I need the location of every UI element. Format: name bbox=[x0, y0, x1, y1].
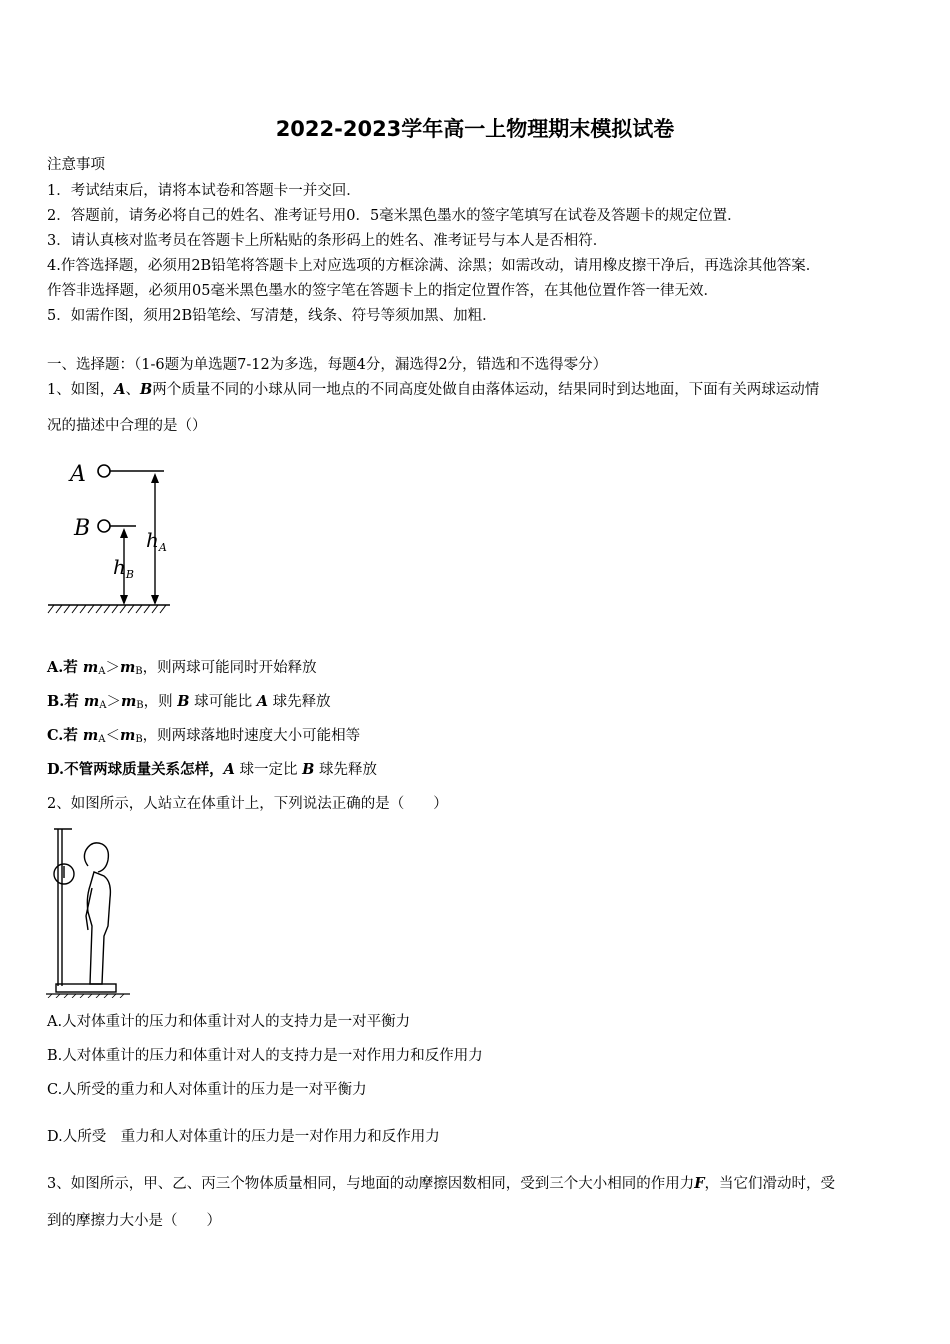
q3-stem-line1: 3、如图所示，甲、乙、丙三个物体质量相同，与地面的动摩擦因数相同，受到三个大小相同的作用力F，当它们滑动时，受 bbox=[47, 1175, 836, 1192]
person-head bbox=[84, 843, 108, 872]
notice-item: 4.作答选择题，必须用2B铅笔将答题卡上对应选项的方框涂满、涂黑；如需改动，请用橡皮擦干净后，再选涂其他答案． bbox=[47, 258, 821, 274]
ball-a bbox=[98, 465, 110, 477]
notice-item: 3．请认真核对监考员在答题卡上所粘贴的条形码上的姓名、准考证号与本人是否相符． bbox=[47, 233, 608, 249]
figure-label-b: B bbox=[74, 516, 91, 541]
scale-platform bbox=[56, 984, 116, 992]
notice-item: 2．答题前，请务必将自己的姓名、准考证号用0．5毫米黑色墨水的签字笔填写在试卷及答题卡的规定位置． bbox=[47, 208, 742, 224]
q1-stem-line1 bbox=[47, 378, 819, 399]
q3-stem-line2: 到的摩擦力大小是（ ） bbox=[47, 1213, 221, 1229]
scale-post bbox=[54, 829, 72, 986]
arrow-ha-down bbox=[151, 595, 159, 605]
figure-label-hb: $h_B$ bbox=[113, 555, 134, 581]
q1-ball-a: A bbox=[114, 381, 126, 398]
q1-stem-line2: 况的描述中合理的是（） bbox=[47, 418, 207, 434]
person-body bbox=[87, 872, 110, 984]
q1-stem-pre: 1、如图， bbox=[47, 382, 115, 398]
q2-option-a: A.人对体重计的压力和体重计对人的支持力是一对平衡力 bbox=[47, 1014, 411, 1030]
ball-b bbox=[98, 520, 110, 532]
q2-option-b: B.人对体重计的压力和体重计对人的支持力是一对作用力和反作用力 bbox=[47, 1048, 483, 1064]
notice-item: 5．如需作图，须用2B铅笔绘、写清楚，线条、符号等须加黑、加粗． bbox=[47, 308, 497, 324]
arrow-hb-up bbox=[120, 528, 128, 538]
q1-option-a: A.若 $m_A>m_B$，则两球可能同时开始释放 bbox=[47, 659, 317, 677]
notice-item: 作答非选择题，必须用05毫米黑色墨水的签字笔在答题卡上的指定位置作答，在其他位置作答一律无效． bbox=[47, 283, 718, 299]
figure-label-a: A bbox=[70, 462, 86, 487]
q1-figure bbox=[46, 455, 186, 620]
q1-option-c: C.若 $m_A<m_B$，则两球落地时速度大小可能相等 bbox=[47, 727, 361, 745]
q2-option-d: D.人所受 重力和人对体重计的压力是一对作用力和反作用力 bbox=[47, 1129, 440, 1145]
q1-sep: 、 bbox=[125, 382, 140, 398]
arrow-hb-down bbox=[120, 595, 128, 605]
q2-option-c: C.人所受的重力和人对体重计的压力是一对平衡力 bbox=[47, 1082, 367, 1098]
notice-item: 1．考试结束后，请将本试卷和答题卡一并交回． bbox=[47, 183, 361, 199]
q1-ball-b: B bbox=[140, 381, 153, 398]
q1-option-b: B.若 $m_A>m_B$，则 B 球可能比 A 球先释放 bbox=[47, 693, 331, 711]
page-title: 2022-2023学年高一上物理期末模拟试卷 bbox=[275, 117, 675, 141]
ground-hatch bbox=[48, 605, 166, 613]
section-heading: 一、选择题：（1-6题为单选题7-12为多选，每题4分，漏选得2分，错选和不选得零分） bbox=[47, 357, 608, 373]
q2-stem: 2、如图所示，人站立在体重计上，下列说法正确的是（ ） bbox=[47, 796, 448, 812]
figure-label-ha: $h_A$ bbox=[146, 528, 167, 554]
notice-heading: 注意事项 bbox=[47, 157, 105, 173]
arrow-ha-up bbox=[151, 473, 159, 483]
q1-stem-post: 两个质量不同的小球从同一地点的不同高度处做自由落体运动，结果同时到达地面，下面有关两球运动情 bbox=[152, 382, 820, 398]
q1-option-d: D.不管两球质量关系怎样，A 球一定比 B 球先释放 bbox=[47, 761, 377, 778]
q2-figure bbox=[46, 826, 131, 998]
